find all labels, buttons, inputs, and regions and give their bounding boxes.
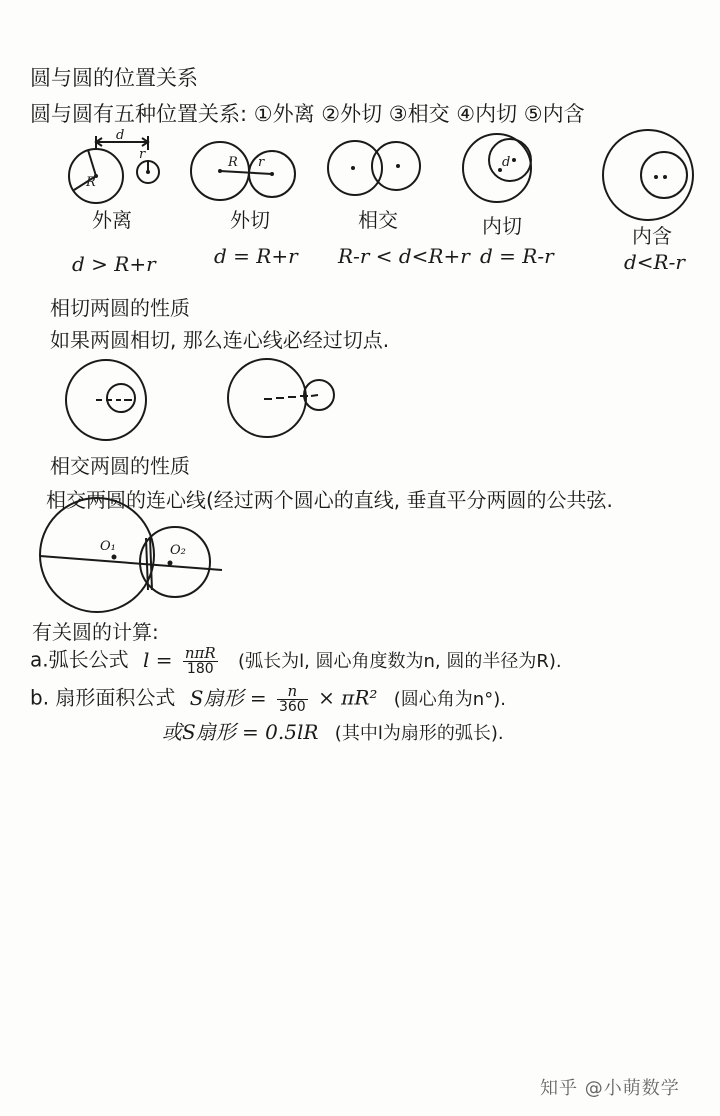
arc-length-lhs: l = (142, 647, 173, 672)
formula-contained: d<R-r (624, 250, 685, 274)
tangent-property-text: 如果两圆相切, 那么连心线必经过切点. (50, 328, 390, 352)
sector-area-formula (30, 684, 506, 714)
sector-area-alt-formula (162, 722, 504, 743)
formula-external-tangent: d = R+r (214, 244, 298, 268)
arc-length-numerator: nπR (184, 644, 216, 662)
contained-circles-diagram (603, 130, 693, 220)
diagram-label-R: R (86, 175, 96, 190)
section-title-intersect-property: 相交两圆的性质 (50, 454, 190, 478)
case-label-internal-tangent: 内切 (482, 214, 522, 238)
external-tangent-property-diagram (228, 359, 334, 437)
internal-tangent-property-diagram (66, 360, 146, 440)
center-o1-label: O₁ (100, 539, 116, 554)
svg-text:d: d (502, 155, 511, 170)
section-title-calculations: 有关圆的计算: (32, 620, 159, 644)
arc-length-note: (弧长为l, 圆心角度数为n, 圆的半径为R). (238, 650, 562, 672)
intersect-property-text: 相交两圆的连心线(经过两个圆心的直线, 垂直平分两圆的公共弦. (46, 488, 613, 512)
externally-tangent-diagram (191, 142, 295, 200)
case-label-separate: 外离 (92, 208, 132, 232)
case-label-contained: 内含 (632, 224, 672, 248)
sector-area-denominator: 360 (278, 699, 306, 715)
intersecting-property-diagram (40, 498, 222, 612)
sector-area-alt-note: (其中l为扇形的弧长). (334, 723, 504, 744)
separate-circles-diagram (69, 128, 159, 203)
sector-area-numerator: n (277, 684, 308, 700)
arc-length-formula (30, 646, 562, 676)
intersecting-circles-diagram (328, 141, 420, 195)
svg-text:r: r (258, 155, 265, 170)
internally-tangent-diagram (463, 134, 531, 202)
sector-area-fraction (277, 684, 308, 714)
sector-area-rhs: × πR² (318, 685, 378, 710)
sector-area-alt: 或S扇形 = 0.5lR (162, 720, 319, 744)
five-relations-intro: 圆与圆有五种位置关系: ①外离 ②外切 ③相交 ④内切 ⑤内含 (30, 102, 585, 126)
section-title-position-relations: 圆与圆的位置关系 (30, 66, 198, 90)
sector-area-note: (圆心角为n°). (393, 688, 506, 710)
diagram-label-d: d (116, 128, 125, 143)
formula-separate: d > R+r (72, 252, 156, 276)
diagram-label-r: r (139, 147, 146, 162)
sector-area-lhs: S扇形 = (189, 685, 267, 710)
case-label-external-tangent: 外切 (230, 208, 270, 232)
center-o2-label: O₂ (170, 543, 186, 558)
watermark: 知乎 @小萌数学 (540, 1078, 680, 1099)
formula-intersecting: R-r < d<R+r (338, 244, 470, 268)
case-label-intersecting: 相交 (358, 208, 398, 232)
arc-length-fraction (183, 646, 218, 676)
svg-text:R: R (228, 155, 238, 170)
arc-length-prefix: a.弧长公式 (30, 647, 129, 672)
formula-internal-tangent: d = R-r (480, 244, 554, 268)
arc-length-denominator: 180 (186, 661, 214, 677)
section-title-tangent-property: 相切两圆的性质 (50, 296, 190, 320)
sector-area-prefix: b. 扇形面积公式 (30, 685, 176, 710)
